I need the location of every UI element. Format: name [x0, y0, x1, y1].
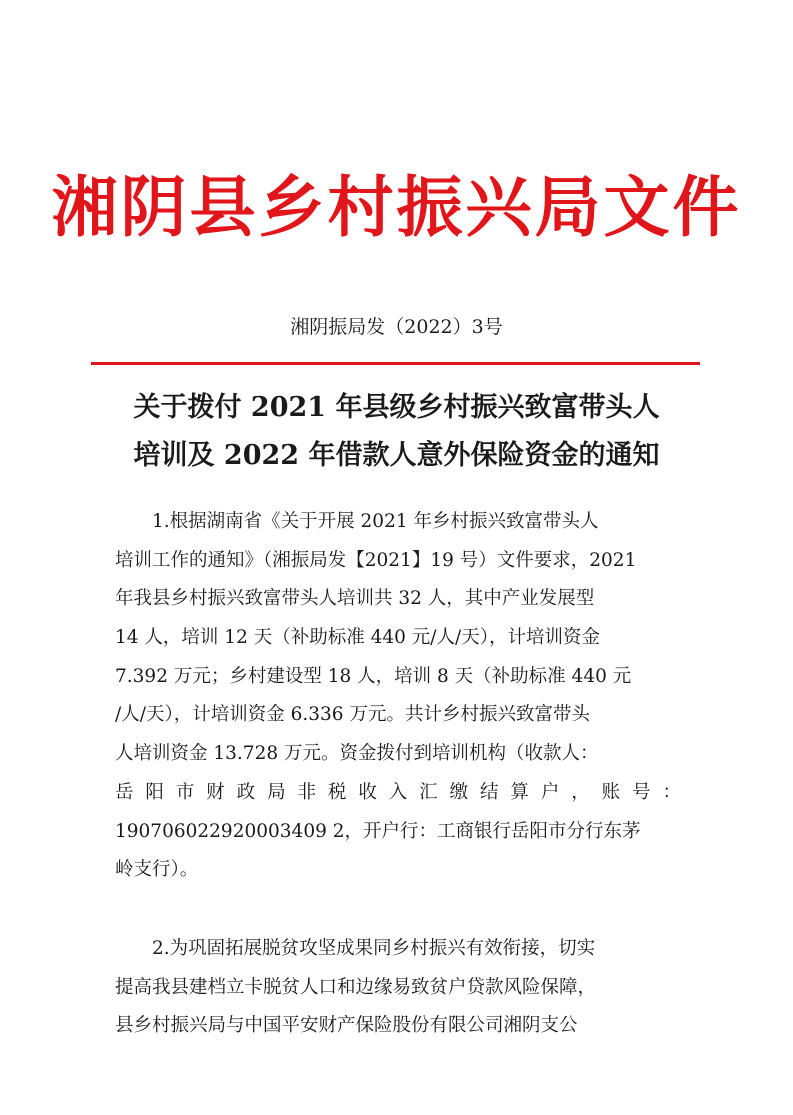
- paragraph-1-line: 人培训资金 13.728 万元。资金拨付到培训机构（收款人：: [115, 743, 599, 765]
- paragraph-1-line: 岳阳市财政局非税收入汇缴结算户，账号：: [115, 781, 681, 803]
- red-divider-line: [91, 362, 700, 365]
- paragraph-1-line: 岭支行）。: [115, 859, 199, 881]
- paragraph-gap: [115, 890, 681, 930]
- document-body: [115, 503, 681, 1046]
- paragraph-1-line: /人/天），计培训资金 6.336 万元。共计乡村振兴致富带头: [115, 704, 590, 726]
- paragraph-1-line: 培训工作的通知》（湘振局发【2021】19 号）文件要求，2021: [115, 549, 637, 571]
- paragraph-2-line: 2.为巩固拓展脱贫攻坚成果同乡村振兴有效衔接，切实: [152, 937, 596, 959]
- paragraph-1-line: 年我县乡村振兴致富带头人培训共 32 人，其中产业发展型: [115, 588, 595, 610]
- notice-title: [70, 384, 723, 480]
- document-number: 湘阴振局发（2022）3号: [290, 316, 503, 338]
- notice-title-line: 培训及 2022 年借款人意外保险资金的通知: [133, 440, 660, 471]
- paragraph-1-line: 190706022920003409 2，开户行：工商银行岳阳市分行东茅: [115, 820, 641, 842]
- notice-title-line: 关于拨付 2021 年县级乡村振兴致富带头人: [133, 392, 660, 423]
- paragraph-2-line: 提高我县建档立卡脱贫人口和边缘易致贫户贷款风险保障，: [115, 976, 597, 998]
- document-header-title: 湘阴县乡村振兴局文件: [51, 169, 742, 246]
- paragraph-2-line: 县乡村振兴局与中国平安财产保险股份有限公司湘阴支公: [115, 1015, 578, 1037]
- paragraph-1-line: 7.392 万元；乡村建设型 18 人，培训 8 天（补助标准 440 元: [115, 665, 632, 687]
- paragraph-1-line: 1.根据湖南省《关于开展 2021 年乡村振兴致富带头人: [152, 511, 599, 532]
- paragraph-1-line: 14 人，培训 12 天（补助标准 440 元/人/天），计培训资金: [115, 627, 601, 649]
